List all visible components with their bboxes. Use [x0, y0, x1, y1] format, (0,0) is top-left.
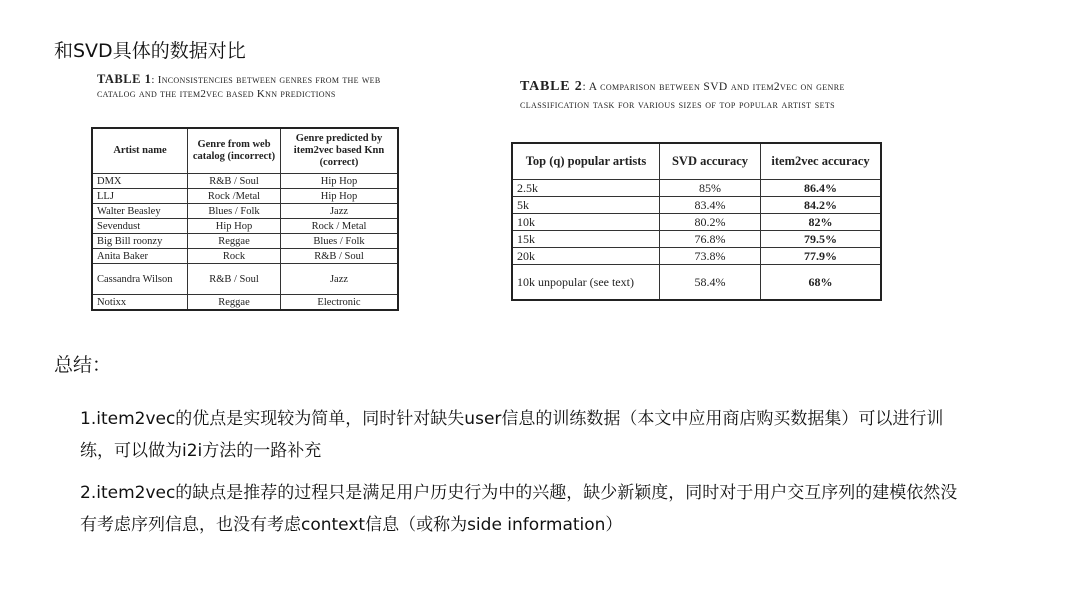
table2-header-row — [512, 143, 881, 180]
web-genre-cell: Rock /Metal — [188, 189, 281, 204]
table-row — [92, 234, 398, 249]
svd-accuracy-cell: 85% — [660, 180, 761, 197]
predicted-genre-cell: Jazz — [281, 264, 399, 295]
web-genre-cell: Blues / Folk — [188, 204, 281, 219]
svd-accuracy-cell: 76.8% — [660, 231, 761, 248]
artist-cell: Anita Baker — [92, 249, 188, 264]
item2vec-accuracy-cell: 77.9% — [761, 248, 882, 265]
item2vec-accuracy-cell: 79.5% — [761, 231, 882, 248]
set-size-cell: 20k — [512, 248, 660, 265]
summary-point-disadvantages: 2.item2vec的缺点是推荐的过程只是满足用户历史行为中的兴趣，缺少新颖度，同时对于用户交互序列的建模依然没有考虑序列信息，也没有考虑context信息（或称为side information） — [80, 483, 958, 535]
artist-cell: Sevendust — [92, 219, 188, 234]
table-row — [92, 174, 398, 189]
table1-header-predicted-genre: Genre predicted by item2vec based Knn (correct) — [281, 128, 399, 174]
table-row — [92, 264, 398, 295]
table-row — [92, 204, 398, 219]
artist-cell: Big Bill roonzy — [92, 234, 188, 249]
web-genre-cell: Reggae — [188, 234, 281, 249]
table2-header-item2vec: item2vec accuracy — [761, 143, 882, 180]
table-row — [92, 189, 398, 204]
artist-cell: Cassandra Wilson — [92, 264, 188, 295]
table-row — [512, 197, 881, 214]
table-row — [512, 214, 881, 231]
table-row — [92, 219, 398, 234]
artist-cell: LLJ — [92, 189, 188, 204]
artist-cell: Walter Beasley — [92, 204, 188, 219]
artist-cell: DMX — [92, 174, 188, 189]
item2vec-accuracy-cell: 86.4% — [761, 180, 882, 197]
artist-cell: Notixx — [92, 295, 188, 311]
set-size-cell: 10k unpopular (see text) — [512, 265, 660, 301]
table2-caption-text: : A comparison between SVD and item2vec on genre classification task for various sizes of top popular artist sets — [520, 81, 845, 111]
set-size-cell: 5k — [512, 197, 660, 214]
predicted-genre-cell: Hip Hop — [281, 189, 399, 204]
set-size-cell: 2.5k — [512, 180, 660, 197]
table2-caption — [520, 78, 872, 114]
table1-header-row — [92, 128, 398, 174]
table2-caption-tag: TABLE 2 — [520, 79, 583, 94]
table2 — [511, 142, 882, 301]
web-genre-cell: Rock — [188, 249, 281, 264]
table1-caption-tag: TABLE 1 — [97, 72, 152, 86]
table2-header-svd: SVD accuracy — [660, 143, 761, 180]
table2-header-artists: Top (q) popular artists — [512, 143, 660, 180]
predicted-genre-cell: Blues / Folk — [281, 234, 399, 249]
table1-header-artist: Artist name — [92, 128, 188, 174]
predicted-genre-cell: Hip Hop — [281, 174, 399, 189]
table-row — [512, 265, 881, 301]
svd-accuracy-cell: 80.2% — [660, 214, 761, 231]
predicted-genre-cell: Jazz — [281, 204, 399, 219]
table1-header-web-genre: Genre from web catalog (incorrect) — [188, 128, 281, 174]
predicted-genre-cell: R&B / Soul — [281, 249, 399, 264]
predicted-genre-cell: Electronic — [281, 295, 399, 311]
predicted-genre-cell: Rock / Metal — [281, 219, 399, 234]
table1-caption-text: : Inconsistencies between genres from the web catalog and the item2vec based Knn predictions — [97, 74, 381, 100]
table1-caption — [97, 72, 393, 101]
web-genre-cell: R&B / Soul — [188, 174, 281, 189]
set-size-cell: 10k — [512, 214, 660, 231]
svd-accuracy-cell: 58.4% — [660, 265, 761, 301]
summary-point-advantages: 1.item2vec的优点是实现较为简单，同时针对缺失user信息的训练数据（本文中应用商店购买数据集）可以进行训练，可以做为i2i方法的一路补充 — [80, 409, 944, 461]
web-genre-cell: Hip Hop — [188, 219, 281, 234]
web-genre-cell: Reggae — [188, 295, 281, 311]
table-row — [92, 249, 398, 264]
summary-label: 总结： — [54, 354, 112, 376]
item2vec-accuracy-cell: 82% — [761, 214, 882, 231]
table-row — [512, 248, 881, 265]
item2vec-accuracy-cell: 68% — [761, 265, 882, 301]
table-row — [512, 180, 881, 197]
svd-accuracy-cell: 73.8% — [660, 248, 761, 265]
set-size-cell: 15k — [512, 231, 660, 248]
table1 — [91, 127, 399, 311]
web-genre-cell: R&B / Soul — [188, 264, 281, 295]
svd-accuracy-cell: 83.4% — [660, 197, 761, 214]
table-row — [512, 231, 881, 248]
table-row — [92, 295, 398, 311]
item2vec-accuracy-cell: 84.2% — [761, 197, 882, 214]
page-heading: 和SVD具体的数据对比 — [54, 40, 246, 62]
